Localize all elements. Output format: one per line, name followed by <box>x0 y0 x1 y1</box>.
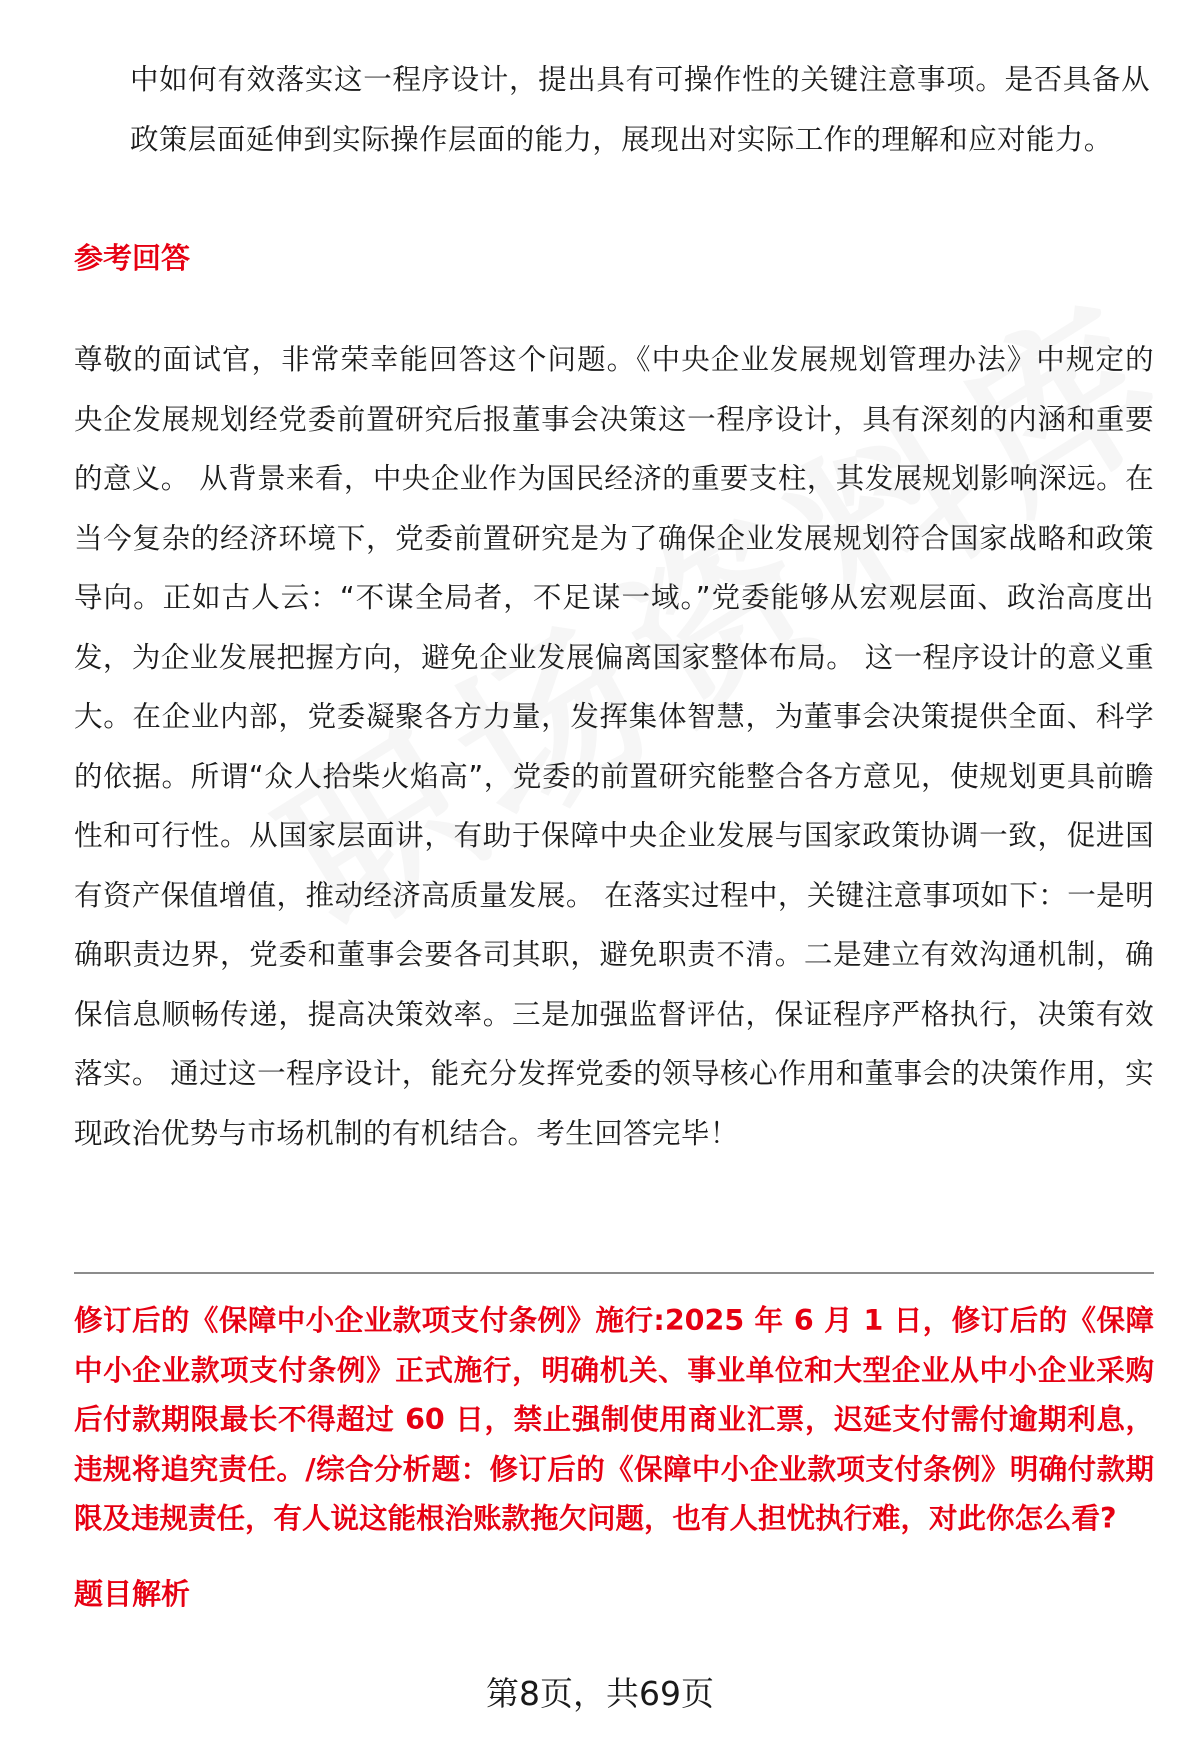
answer-paragraph: 尊敬的面试官，非常荣幸能回答这个问题。《中央企业发展规划管理办法》中规定的央企发展规划经党委前置研究后报董事会决策这一程序设计，具有深刻的内涵和重要的意义。 从背景来看，中央企业作为国民经济的重要支柱，其发展规划影响深远。在当今复杂的经济环境下，党委前置研究是为了确保企业发展规划符合国家战略和政策导向。正如古人云：“不谋全局者，不足谋一域。”党委能够从宏观层面、政治高度出发，为企业发展把握方向，避免企业发展偏离国家整体布局。 这一程序设计的意义重大。在企业内部，党委凝聚各方力量，发挥集体智慧，为董事会决策提供全面、科学的依据。所谓“众人拾柴火焰高”，党委的前置研究能整合各方意见，使规划更具前瞻性和可行性。从国家层面讲，有助于保障中央企业发展与国家政策协调一致，促进国有资产保值增值，推动经济高质量发展。 在落实过程中，关键注意事项如下：一是明确职责边界，党委和董事会要各司其职，避免职责不清。二是建立有效沟通机制，确保信息顺畅传递，提高决策效率。三是加强监督评估，保证程序严格执行，决策有效落实。 通过这一程序设计，能充分发挥党委的领导核心作用和董事会的决策作用，实现政治优势与市场机制的有机结合。考生回答完毕！ <box>74 343 1154 1150</box>
section-divider <box>74 1272 1154 1274</box>
intro-paragraph: 中如何有效落实这一程序设计，提出具有可操作性的关键注意事项。是否具备从政策层面延伸到实际操作层面的能力，展现出对实际工作的理解和应对能力。 <box>130 63 1150 156</box>
question-analysis-heading: 题目解析 <box>74 1577 191 1611</box>
page-number-footer: 第8页，共69页 <box>486 1674 714 1713</box>
reference-answer-heading: 参考回答 <box>74 241 191 275</box>
question-paragraph: 修订后的《保障中小企业款项支付条例》施行:2025 年 6 月 1 日，修订后的《保障中小企业款项支付条例》正式施行，明确机关、事业单位和大型企业从中小企业采购后付款期限最长不得超过 60 日，禁止强制使用商业汇票，迟延支付需付逾期利息，违规将追究责任。/综合分析题：修订后的《保障中小企业款项支付条例》明确付款期限及违规责任，有人说这能根治账款拖欠问题，也有人担忧执行难，对此你怎么看? <box>74 1304 1154 1535</box>
